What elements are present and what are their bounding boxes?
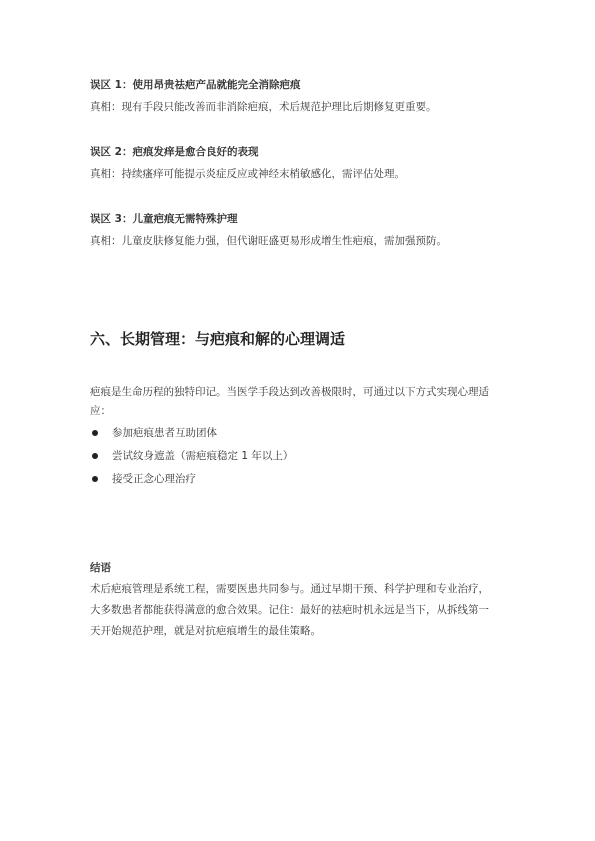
bullet-dot-icon [92, 476, 98, 482]
myth-block-3 [90, 212, 520, 248]
myth-block-1 [90, 78, 520, 114]
section-intro [90, 383, 520, 421]
myth-truth: 真相：持续瘙痒可能提示炎症反应或神经末梢敏感化，需评估处理。 [90, 168, 405, 180]
bullet-dot-icon [92, 453, 98, 459]
bullet-text: 接受正念心理治疗 [112, 473, 196, 485]
conclusion-line: 术后疤痕管理是系统工程，需要医患共同参与。通过早期干预、科学护理和专业治疗， [90, 583, 489, 595]
conclusion-line: 天开始规范护理，就是对抗疤痕增生的最佳策略。 [90, 625, 321, 637]
section-heading: 六、长期管理：与疤痕和解的心理调适 [90, 330, 346, 348]
myth-block-2 [90, 145, 520, 181]
list-item [90, 426, 520, 449]
intro-line: 疤痕是生命历程的独特印记。当医学手段达到改善极限时，可通过以下方式实现心理适 [90, 386, 489, 398]
list-item [90, 449, 520, 472]
myth-title: 误区 2：疤痕发痒是愈合良好的表现 [90, 146, 259, 158]
bullet-text: 参加疤痕患者互助团体 [112, 427, 217, 439]
bullet-list [90, 426, 520, 495]
myth-title: 误区 3：儿童疤痕无需特殊护理 [90, 213, 238, 225]
bullet-text: 尝试纹身遮盖（需疤痕稳定 1 年以上） [112, 450, 294, 462]
conclusion-title: 结语 [90, 562, 111, 574]
conclusion-body [90, 579, 520, 642]
myth-truth: 真相：儿童皮肤修复能力强，但代谢旺盛更易形成增生性疤痕，需加强预防。 [90, 235, 447, 247]
list-item [90, 472, 520, 495]
myth-truth: 真相：现有手段只能改善而非消除疤痕，术后规范护理比后期修复更重要。 [90, 101, 437, 113]
intro-line: 应： [90, 405, 111, 417]
myth-title: 误区 1：使用昂贵祛疤产品就能完全消除疤痕 [90, 79, 301, 91]
bullet-dot-icon [92, 430, 98, 436]
conclusion-line: 大多数患者都能获得满意的愈合效果。记住：最好的祛疤时机永远是当下，从拆线第一 [90, 604, 489, 616]
